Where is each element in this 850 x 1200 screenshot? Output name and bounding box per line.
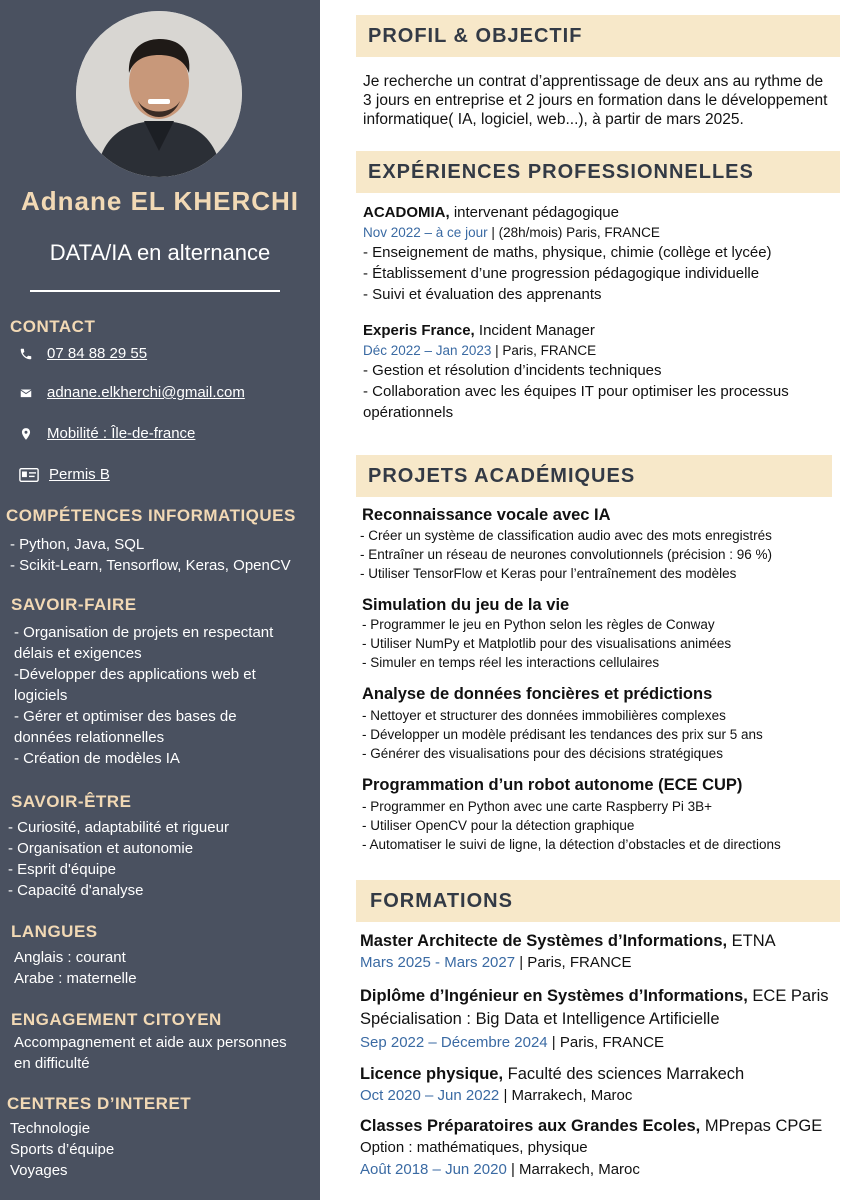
job-bullet: opérationnels [363, 404, 454, 421]
mobility-link[interactable]: Mobilité : Île-de-france [47, 425, 196, 442]
project-title: Analyse de données foncières et prédictions [362, 685, 713, 703]
company-name: Experis France, [363, 322, 475, 339]
list-line: - Organisation de projets en respectant [14, 624, 274, 641]
project-bullets [362, 797, 781, 854]
list-item: - Python, Java, SQL [10, 536, 145, 553]
formation-item [360, 930, 776, 974]
project-bullet: - Utiliser NumPy et Matplotlib pour des visualisations animées [362, 636, 732, 651]
degree-name: Diplôme d’Ingénieur en Systèmes d’Informations, [360, 987, 748, 1005]
project-bullets [362, 706, 763, 763]
formation-dates: Oct 2020 – Jun 2022 [360, 1087, 500, 1104]
job-dates: Déc 2022 – Jan 2023 [363, 343, 492, 358]
contact-heading: CONTACT [10, 317, 96, 336]
savoir-faire-list [14, 622, 273, 769]
project-bullet: - Créer un système de classification audio avec des mots enregistrés [360, 528, 772, 543]
text-line: 3 jours en entreprise et 2 jours en formation dans le développement [363, 92, 828, 109]
company-name: ACADOMIA, [363, 204, 450, 221]
job-bullet: - Collaboration avec les équipes IT pour optimiser les processus [363, 383, 789, 400]
formations-heading: FORMATIONS [370, 889, 513, 912]
person-role: DATA/IA en alternance [49, 240, 271, 265]
profil-band [356, 15, 840, 57]
langues-list [14, 947, 137, 989]
formation-location: | Marrakech, Maroc [506, 1161, 640, 1178]
list-item: - Scikit-Learn, Tensorflow, Keras, OpenCV [10, 557, 291, 574]
list-item: Anglais : courant [14, 949, 126, 966]
job-bullet: - Suivi et évaluation des apprenants [363, 286, 602, 303]
formation-item [360, 1063, 744, 1107]
competences-list [10, 534, 291, 576]
divider [30, 290, 280, 292]
project-bullet: - Entraîner un réseau de neurones convolutionnels (précision : 96 %) [360, 547, 772, 562]
email-row [18, 384, 245, 401]
job-dates: Nov 2022 – à ce jour [363, 225, 488, 240]
mobility-row [18, 425, 195, 442]
list-item: - Capacité d'analyse [8, 882, 144, 899]
license-row [18, 466, 110, 483]
project-title: Simulation du jeu de la vie [362, 596, 570, 614]
degree-name: Classes Préparatoires aux Grandes Ecoles, [360, 1117, 701, 1135]
job-bullet: - Enseignement de maths, physique, chimie (collège et lycée) [363, 244, 772, 261]
location-pin-icon [18, 426, 34, 442]
job-title: Incident Manager [474, 322, 595, 339]
projets-heading: PROJETS ACADÉMIQUES [368, 464, 636, 487]
job-bullet: - Gestion et résolution d’incidents techniques [363, 362, 662, 379]
job-title: intervenant pédagogique [449, 204, 619, 221]
project-bullets [360, 526, 772, 583]
list-line: - Gérer et optimiser des bases de [14, 708, 237, 725]
list-line: données relationnelles [14, 729, 165, 746]
school-name: MPrepas CPGE [700, 1117, 823, 1135]
formation-item [360, 1115, 822, 1181]
list-line: - Création de modèles IA [14, 750, 180, 767]
degree-name: Master Architecte de Systèmes d’Informations, [360, 932, 728, 950]
project-bullet: - Développer un modèle prédisant les tendances des prix sur 5 ans [362, 727, 763, 742]
profile-photo [76, 11, 242, 177]
project-bullet: - Simuler en temps réel les interactions cellulaires [362, 655, 660, 670]
langues-heading: LANGUES [11, 922, 98, 941]
formation-location: | Paris, FRANCE [547, 1034, 665, 1051]
job-location: | (28h/mois) Paris, FRANCE [487, 225, 660, 240]
list-line: -Développer des applications web et [14, 666, 256, 683]
id-card-icon [18, 467, 40, 483]
project-bullet: - Utiliser TensorFlow et Keras pour l’entraînement des modèles [360, 566, 737, 581]
phone-icon [18, 346, 34, 362]
profil-text [363, 72, 827, 129]
project-bullet: - Utiliser OpenCV pour la détection graphique [362, 818, 635, 833]
project-bullet: - Programmer le jeu en Python selon les règles de Conway [362, 617, 715, 632]
project-bullet: - Nettoyer et structurer des données immobilières complexes [362, 708, 726, 723]
school-name: ETNA [727, 932, 776, 950]
profil-heading: PROFIL & OBJECTIF [368, 24, 583, 47]
text-line: informatique( IA, logiciel, web...), à partir de mars 2025. [363, 111, 744, 128]
formation-dates: Août 2018 – Jun 2020 [360, 1161, 507, 1178]
formation-dates: Mars 2025 - Mars 2027 [360, 954, 516, 971]
text-line: Je recherche un contrat d’apprentissage de deux ans au rythme de [363, 73, 824, 90]
job-location: | Paris, FRANCE [491, 343, 597, 358]
license-link[interactable]: Permis B [49, 466, 110, 483]
list-item: Technologie [10, 1120, 91, 1137]
project-bullet: - Programmer en Python avec une carte Raspberry Pi 3B+ [362, 799, 713, 814]
formation-location: | Marrakech, Maroc [499, 1087, 633, 1104]
formation-dates: Sep 2022 – Décembre 2024 [360, 1034, 548, 1051]
project-title: Programmation d’un robot autonome (ECE CUP) [362, 776, 743, 794]
formation-item [360, 985, 829, 1054]
interets-list [10, 1118, 114, 1181]
project-bullet: - Générer des visualisations pour des décisions stratégiques [362, 746, 723, 761]
savoir-etre-list [8, 817, 229, 901]
interets-heading: CENTRES D’INTERET [7, 1094, 192, 1113]
experience-item [363, 320, 789, 423]
competences-heading: COMPÉTENCES INFORMATIQUES [6, 506, 296, 525]
engagement-heading: ENGAGEMENT CITOYEN [11, 1010, 222, 1029]
mail-icon [18, 385, 34, 401]
phone-row [18, 345, 147, 362]
formation-extra: Option : mathématiques, physique [360, 1139, 588, 1156]
email-link[interactable]: adnane.elkherchi@gmail.com [47, 384, 245, 401]
list-item: Sports d’équipe [10, 1141, 115, 1158]
project-bullet: - Automatiser le suivi de ligne, la détection d’obstacles et de directions [362, 837, 781, 852]
degree-name: Licence physique, [360, 1065, 504, 1083]
phone-link[interactable]: 07 84 88 29 55 [47, 345, 148, 362]
formation-extra: Spécialisation : Big Data et Intelligence Artificielle [360, 1010, 720, 1028]
savoir-faire-heading: SAVOIR-FAIRE [11, 595, 137, 614]
experiences-band [356, 151, 840, 193]
job-bullet: - Établissement d’une progression pédagogique individuelle [363, 265, 760, 282]
experiences-heading: EXPÉRIENCES PROFESSIONNELLES [368, 160, 754, 183]
list-item: - Esprit d'équipe [8, 861, 116, 878]
list-item: - Organisation et autonomie [8, 840, 194, 857]
engagement-text [14, 1032, 287, 1074]
list-line: en difficulté [14, 1055, 90, 1072]
school-name: Faculté des sciences Marrakech [503, 1065, 745, 1083]
list-line: délais et exigences [14, 645, 142, 662]
list-line: Accompagnement et aide aux personnes [14, 1034, 287, 1051]
list-item: Voyages [10, 1162, 68, 1179]
list-item: - Curiosité, adaptabilité et rigueur [8, 819, 229, 836]
list-line: logiciels [14, 687, 68, 704]
list-item: Arabe : maternelle [14, 970, 137, 987]
school-name: ECE Paris [747, 987, 829, 1005]
experience-item [363, 202, 772, 305]
formations-band [356, 880, 840, 922]
project-title: Reconnaissance vocale avec IA [362, 506, 611, 524]
savoir-etre-heading: SAVOIR-ÊTRE [11, 792, 132, 811]
formation-location: | Paris, FRANCE [515, 954, 632, 971]
project-bullets [362, 615, 731, 672]
sidebar [0, 0, 320, 1200]
projets-band [356, 455, 832, 497]
person-name: Adnane EL KHERCHI [21, 186, 299, 216]
